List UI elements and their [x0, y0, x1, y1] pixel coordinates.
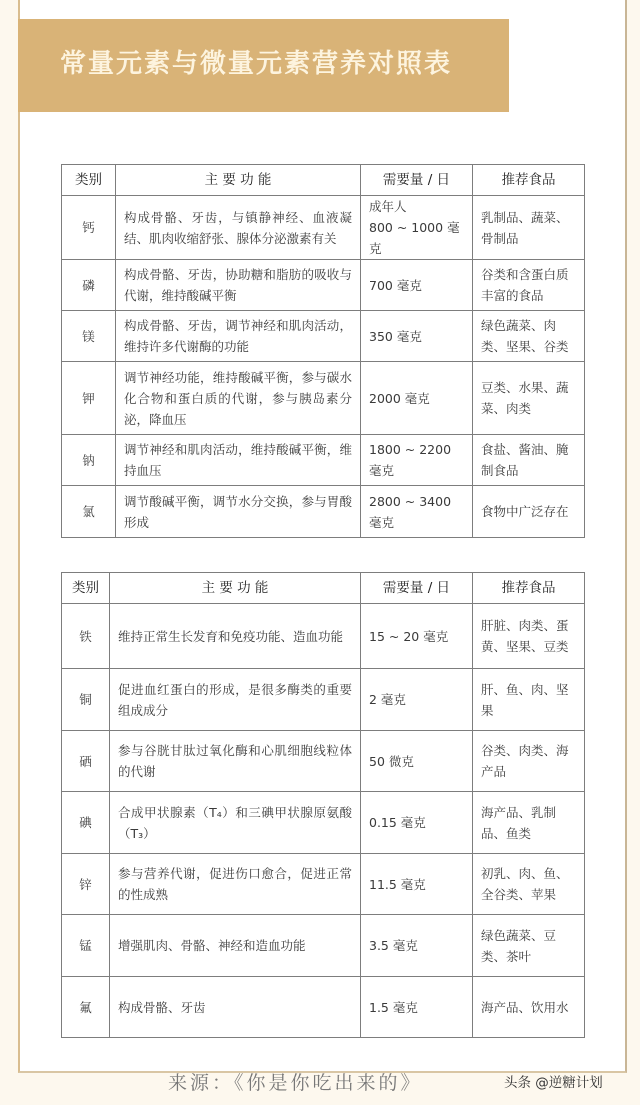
foods-cell: 肝、鱼、肉、坚果	[473, 669, 585, 731]
amount-cell: 1.5 毫克	[361, 977, 473, 1038]
table-row	[62, 731, 585, 792]
amount-cell: 成年人 800 ~ 1000 毫克	[361, 196, 473, 260]
amount-cell: 1800 ~ 2200 毫克	[361, 435, 473, 486]
page-title: 常量元素与微量元素营养对照表	[60, 49, 453, 79]
table-row	[62, 196, 585, 260]
function-cell: 参与营养代谢，促进伤口愈合，促进正常的性成熟	[110, 854, 361, 915]
function-cell: 构成骨骼、牙齿，与镇静神经、血液凝结、肌肉收缩舒张、腺体分泌激素有关	[116, 196, 361, 260]
element-cell: 硒	[62, 731, 110, 792]
element-cell: 镁	[62, 311, 116, 362]
table-row	[62, 604, 585, 669]
function-cell: 调节神经功能，维持酸碱平衡，参与碳水化合物和蛋白质的代谢，参与胰岛素分泌，降血压	[116, 362, 361, 435]
header-foods: 推荐食品	[473, 573, 585, 604]
element-cell: 氟	[62, 977, 110, 1038]
function-cell: 增强肌肉、骨骼、神经和造血功能	[110, 915, 361, 977]
table-row	[62, 260, 585, 311]
amount-cell: 2 毫克	[361, 669, 473, 731]
amount-cell: 2000 毫克	[361, 362, 473, 435]
foods-cell: 初乳、肉、鱼、全谷类、苹果	[473, 854, 585, 915]
watermark: 头条 @逆糖计划	[504, 1075, 603, 1091]
element-cell: 锌	[62, 854, 110, 915]
foods-cell: 肝脏、肉类、蛋黄、坚果、豆类	[473, 604, 585, 669]
function-cell: 促进血红蛋白的形成，是很多酶类的重要组成成分	[110, 669, 361, 731]
function-cell: 参与谷胱甘肽过氧化酶和心肌细胞线粒体的代谢	[110, 731, 361, 792]
foods-cell: 谷类、肉类、海产品	[473, 731, 585, 792]
table-row	[62, 669, 585, 731]
header-category: 类别	[62, 165, 116, 196]
element-cell: 氯	[62, 486, 116, 538]
function-cell: 构成骨骼、牙齿，调节神经和肌肉活动，维持许多代谢酶的功能	[116, 311, 361, 362]
table-row	[62, 792, 585, 854]
function-cell: 调节酸碱平衡，调节水分交换，参与胃酸形成	[116, 486, 361, 538]
element-cell: 磷	[62, 260, 116, 311]
element-cell: 锰	[62, 915, 110, 977]
header-category: 类别	[62, 573, 110, 604]
foods-cell: 豆类、水果、蔬菜、肉类	[473, 362, 585, 435]
table-row	[62, 311, 585, 362]
element-cell: 铜	[62, 669, 110, 731]
amount-cell: 50 微克	[361, 731, 473, 792]
amount-cell: 350 毫克	[361, 311, 473, 362]
macro-elements-table	[61, 164, 585, 538]
function-cell: 维持正常生长发育和免疫功能、造血功能	[110, 604, 361, 669]
foods-cell: 绿色蔬菜、肉类、坚果、谷类	[473, 311, 585, 362]
header-amount: 需要量 / 日	[361, 165, 473, 196]
amount-cell: 11.5 毫克	[361, 854, 473, 915]
table-header-row	[62, 573, 585, 604]
foods-cell: 谷类和含蛋白质丰富的食品	[473, 260, 585, 311]
function-cell: 构成骨骼、牙齿，协助糖和脂肪的吸收与代谢，维持酸碱平衡	[116, 260, 361, 311]
function-cell: 构成骨骼、牙齿	[110, 977, 361, 1038]
table-header-row	[62, 165, 585, 196]
foods-cell: 食盐、酱油、腌制食品	[473, 435, 585, 486]
amount-cell: 3.5 毫克	[361, 915, 473, 977]
element-cell: 钠	[62, 435, 116, 486]
table-row	[62, 977, 585, 1038]
table-row	[62, 362, 585, 435]
title-banner	[18, 19, 509, 112]
header-foods: 推荐食品	[473, 165, 585, 196]
function-cell: 调节神经和肌肉活动，维持酸碱平衡，维持血压	[116, 435, 361, 486]
table-row	[62, 915, 585, 977]
foods-cell: 食物中广泛存在	[473, 486, 585, 538]
foods-cell: 海产品、饮用水	[473, 977, 585, 1038]
foods-cell: 海产品、乳制品、鱼类	[473, 792, 585, 854]
header-amount: 需要量 / 日	[361, 573, 473, 604]
amount-cell: 0.15 毫克	[361, 792, 473, 854]
header-function: 主 要 功 能	[116, 165, 361, 196]
amount-cell: 15 ~ 20 毫克	[361, 604, 473, 669]
element-cell: 铁	[62, 604, 110, 669]
foods-cell: 乳制品、蔬菜、骨制品	[473, 196, 585, 260]
amount-cell: 700 毫克	[361, 260, 473, 311]
header-function: 主 要 功 能	[110, 573, 361, 604]
table-row	[62, 435, 585, 486]
table-row	[62, 486, 585, 538]
element-cell: 钙	[62, 196, 116, 260]
function-cell: 合成甲状腺素（T₄）和三碘甲状腺原氨酸（T₃）	[110, 792, 361, 854]
source-citation: 来源：《你是你吃出来的》	[168, 1072, 423, 1094]
amount-cell: 2800 ~ 3400 毫克	[361, 486, 473, 538]
trace-elements-table	[61, 572, 585, 1038]
element-cell: 碘	[62, 792, 110, 854]
foods-cell: 绿色蔬菜、豆类、茶叶	[473, 915, 585, 977]
table-row	[62, 854, 585, 915]
element-cell: 钾	[62, 362, 116, 435]
